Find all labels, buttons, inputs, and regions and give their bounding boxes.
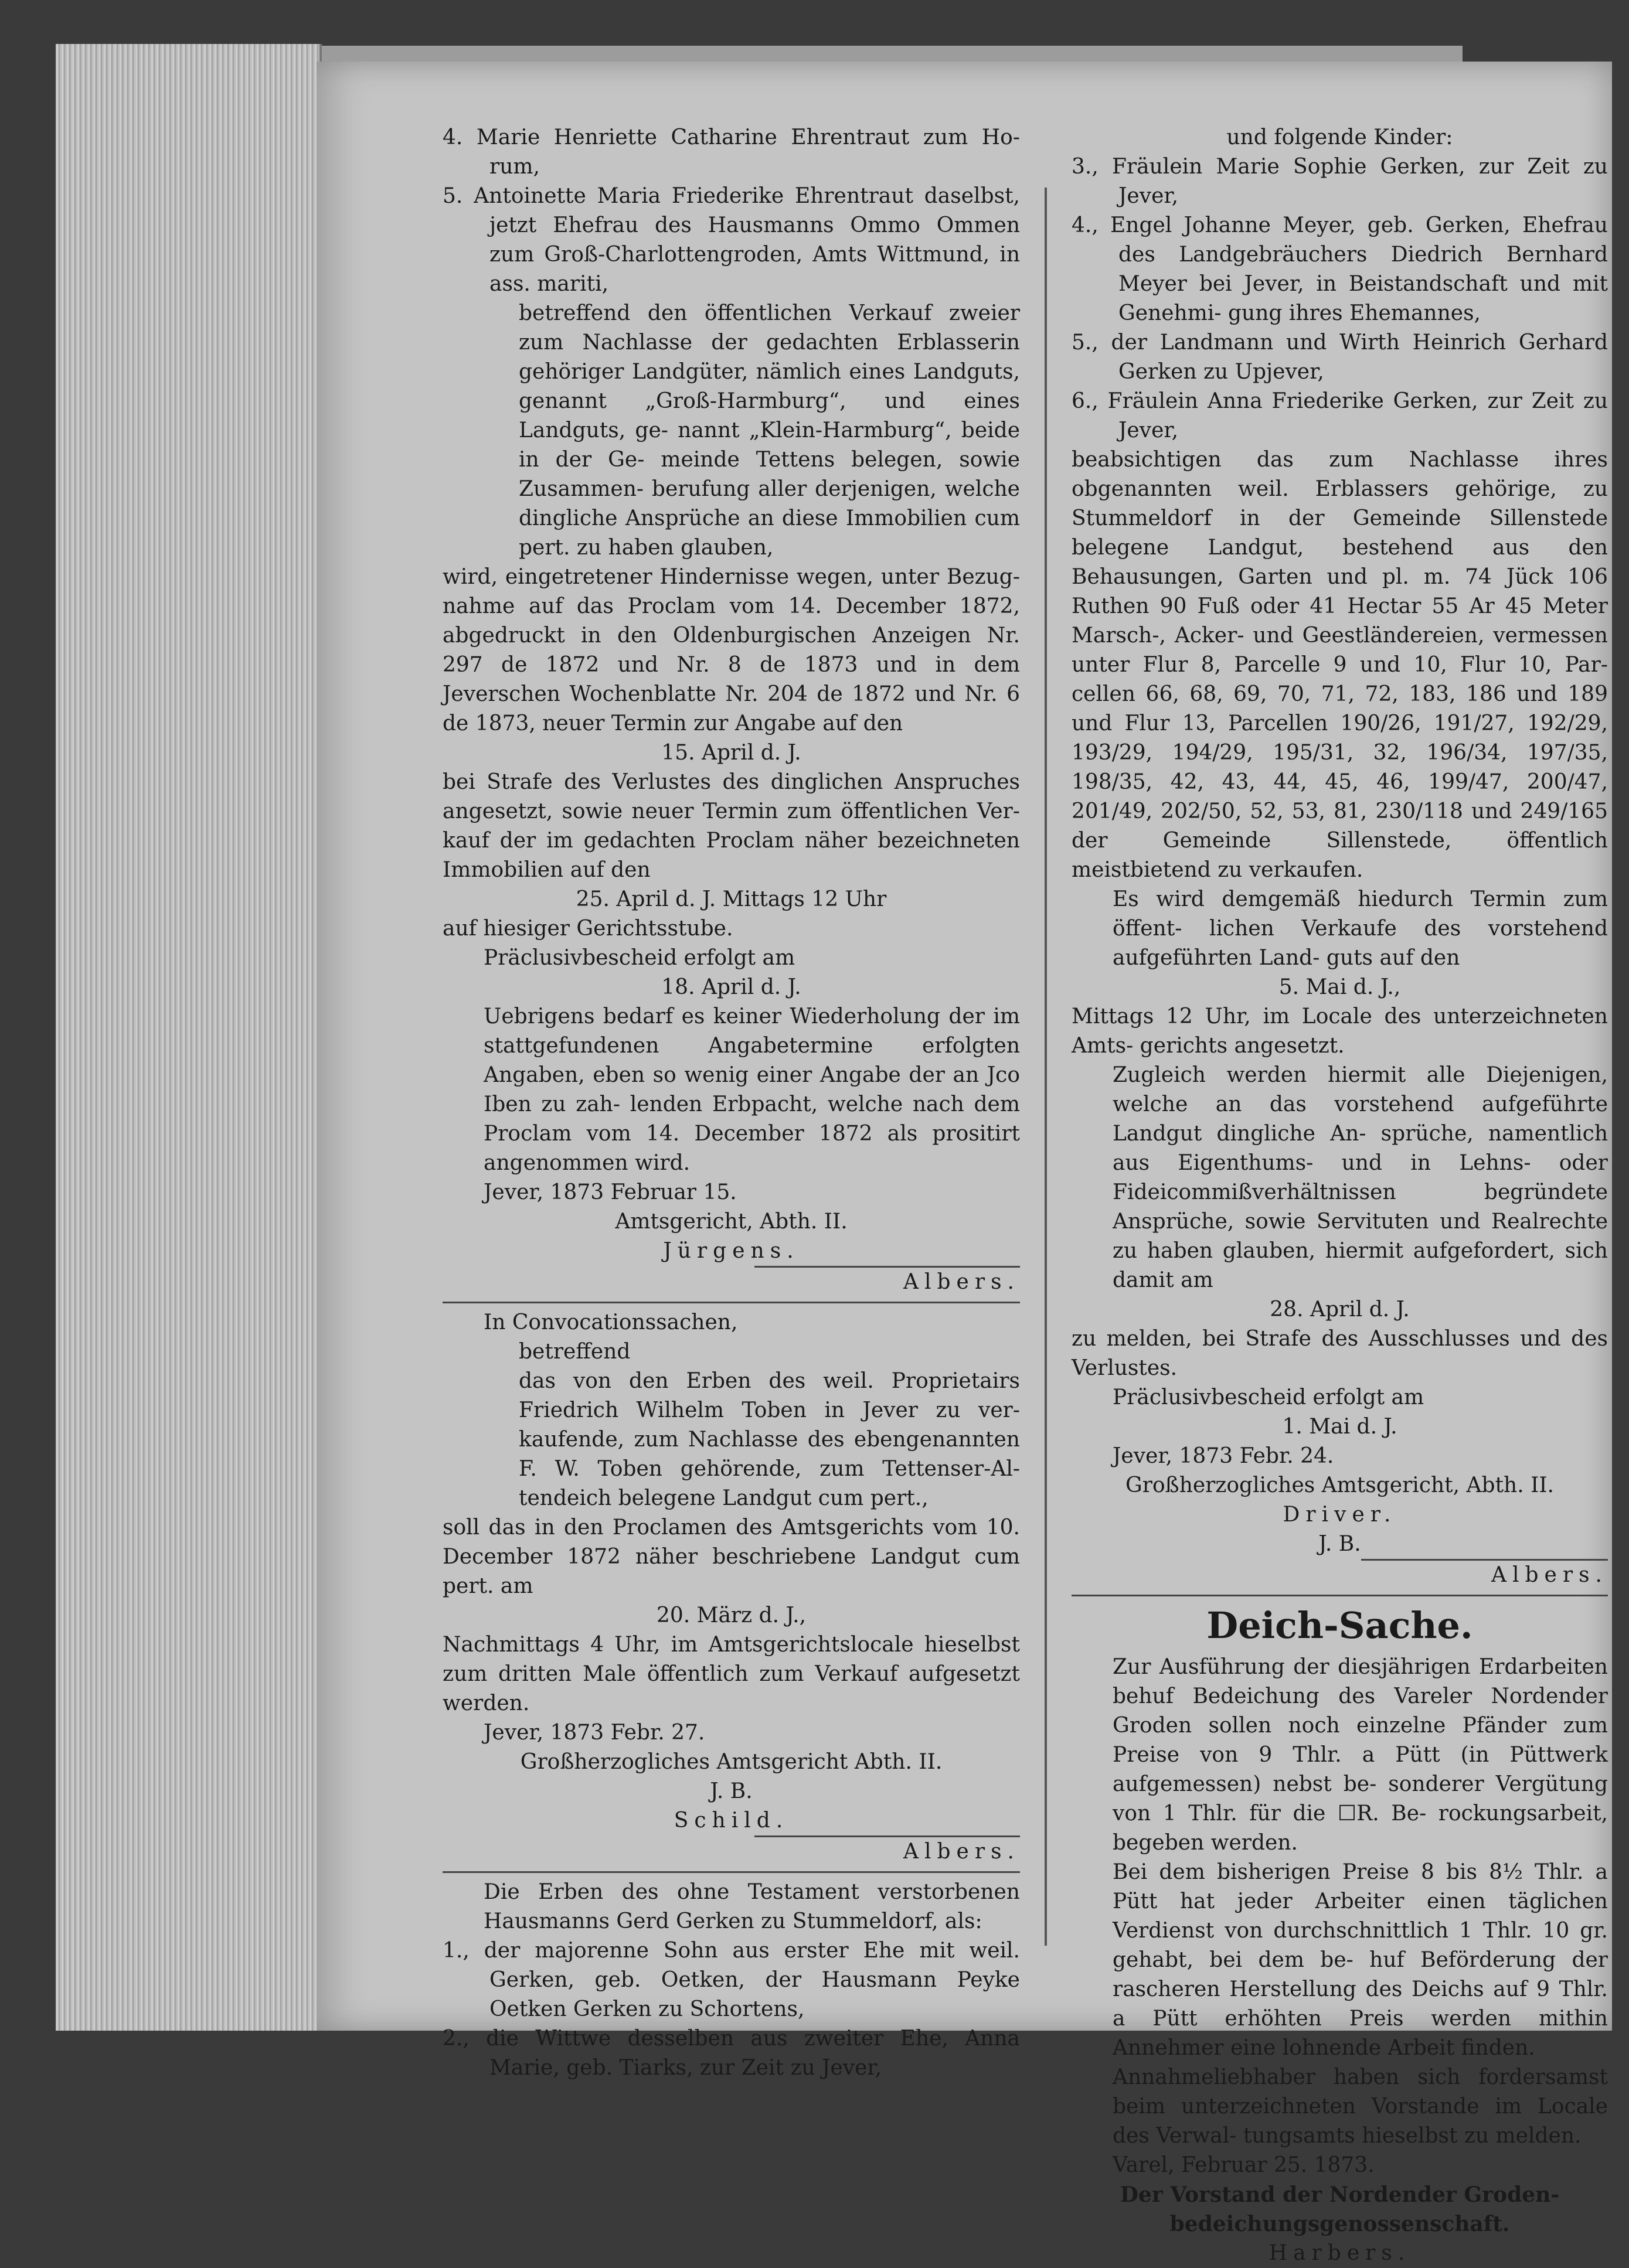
child-6: 6., Fräulein Anna Friederike Gerken, zur Zeit zu Jever, bbox=[1072, 389, 1608, 442]
court-line-3: Großherzogliches Amtsgericht, Abth. II. bbox=[1125, 1473, 1554, 1497]
initials-2: J. B. bbox=[710, 1779, 753, 1803]
child-3: 3., Fräulein Marie Sophie Gerken, zur Zeit zu Jever, bbox=[1072, 155, 1608, 208]
deich-body-1: Zur Ausführung der diesjährigen Erdarbeiten behuf Bedeichung des Vareler Nordender Groden sollen noch einzelne Pfänder zum Preise von 9 Thlr. a Pütt (in Püttwerk aufgemessen) nebst be- sonderer Vergütung von 1 Thlr. für die ☐R. Be- rockungsarbeit, begeben werden. bbox=[1113, 1655, 1608, 1855]
intent-paragraph: beabsichtigen das zum Nachlasse ihres obgenannten weil. Erblassers gehörige, zu Stummeldorf in der Gemeinde Sillenstede belegene Landgut, bestehend aus den Behausungen, Garten und pl. m. 74 Jück 106 Ruthen 90 Fuß oder 41 Hectar 55 Ar 45 Meter Marsch-, Acker- und Geestländereien, vermessen unter Flur 8, Parcelle 9 und 10, Flur 10, Par- cellen 66, 68, 69, 70, 71, 72, 183, 186 und 189 und Flur 13, Parcellen 190/26, 191/27, 192/29, 193/29, 194/29, 195/31, 32, 196/34, 197/35, 198/35, 42, 43, 44, 45, 46, 199/47, 200/47, 201/49, 202/50, 52, 53, 81, 230/118 und 249/165 der Gemeinde Sillenstede, öffentlich meistbietend zu verkaufen. bbox=[1072, 448, 1608, 882]
praeclusiv-line-1: Präclusivbescheid erfolgt am bbox=[484, 946, 795, 970]
board-signature: Harbers. bbox=[1268, 2241, 1411, 2265]
body-paragraph-3: auf hiesiger Gerichtsstube. bbox=[443, 917, 733, 941]
termin-paragraph: Es wird demgemäß hiedurch Termin zum öffent- lichen Verkaufe des vorstehend aufgeführten Land- guts auf den bbox=[1113, 887, 1608, 970]
date-line-3: 18. April d. J. bbox=[661, 975, 801, 999]
section-rule-1 bbox=[443, 1302, 1020, 1303]
column-divider bbox=[1045, 188, 1047, 1946]
gerken-heir-1: 1., der majorenne Sohn aus erster Ehe mit weil. Gerken, geb. Oetken, der Hausmann Peyke Oetken Gerken zu Schortens, bbox=[443, 1939, 1020, 2021]
convocation-intro: In Convocationssachen, bbox=[484, 1310, 738, 1334]
summon-paragraph: Zugleich werden hiermit alle Diejenigen, welche an das vorstehend aufgeführte Landgut dingliche An- sprüche, namentlich aus Eigenthums- und in Lehns- oder Fideicommißverhältnissen begründete Ansprüche, sowie Servituten und Realrechte zu haben glauben, hiermit aufgefordert, sich damit am bbox=[1113, 1063, 1608, 1292]
convocation-body: soll das in den Proclamen des Amtsgerichts vom 10. December 1872 näher beschriebene Landgut cum pert. am bbox=[443, 1516, 1020, 1598]
body-paragraph-1: wird, eingetretener Hindernisse wegen, unter Bezug- nahme auf das Proclam vom 14. December 1872, abgedruckt in den Oldenburgischen Anzeigen Nr. 297 de 1872 und Nr. 8 de 1873 und in dem Jeverschen Wochenblatte Nr. 204 de 1872 und Nr. 6 de 1873, neuer Termin zur Angabe auf den bbox=[443, 565, 1020, 735]
place-date-3: Jever, 1873 Febr. 24. bbox=[1113, 1444, 1334, 1468]
convocation-body-2: Nachmittags 4 Uhr, im Amtsgerichtslocale hieselbst zum dritten Male öffentlich zum Verkauf aufgesetzt werden. bbox=[443, 1633, 1020, 1715]
initials-3: J. B. bbox=[1318, 1532, 1361, 1556]
deich-heading: Deich-Sache. bbox=[1206, 1604, 1473, 1647]
gerken-heir-2: 2., die Wittwe desselben aus zweiter Ehe, Anna Marie, geb. Tiarks, zur Zeit zu Jever, bbox=[443, 2027, 1020, 2080]
clerk-signature-3: Albers. bbox=[1491, 1563, 1608, 1587]
heir-5: 5. Antoinette Maria Friederike Ehrentraut daselbst, jetzt Ehefrau des Hausmanns Ommo Ommen zum Groß-Charlottengroden, Amts Wittmund, in ass. mariti, bbox=[443, 184, 1020, 296]
page-stack-edge bbox=[56, 44, 322, 2031]
summon-paragraph-2: zu melden, bei Strafe des Ausschlusses und des Verlustes. bbox=[1072, 1327, 1608, 1380]
body-paragraph-2: bei Strafe des Verlustes des dinglichen Anspruches angesetzt, sowie neuer Termin zum öffentlichen Ver- kauf der im gedachten Proclam näher bezeichneten Immobilien auf den bbox=[443, 770, 1020, 882]
right-column bbox=[1072, 123, 1608, 2265]
place-date-1: Jever, 1873 Februar 15. bbox=[484, 1180, 737, 1204]
court-line-2: Großherzogliches Amtsgericht Abth. II. bbox=[520, 1750, 943, 1774]
deich-body-2: Bei dem bisherigen Preise 8 bis 8½ Thlr. a Pütt hat jeder Arbeiter einen täglichen Verdienst von durchschnittlich 1 Thlr. 10 gr. gehabt, bei dem be- huf Beförderung der rascheren Herstellung des Deichs auf 9 Thlr. a Pütt erhöhten Preis werden mithin Annehmer eine lohnende Arbeit finden. bbox=[1113, 1860, 1608, 2060]
board-line: Der Vorstand der Nordender Groden- bedeichungsgenossenschaft. bbox=[1120, 2182, 1560, 2236]
left-column bbox=[443, 123, 1020, 2080]
date-line-7: 1. Mai d. J. bbox=[1282, 1415, 1397, 1439]
deich-body-3: Annahmeliebhaber haben sich fordersamst beim unterzeichneten Vorstande im Locale des Verwal- tungsamts hieselbst zu melden. bbox=[1113, 2065, 1608, 2148]
place-date-4: Varel, Februar 25. 1873. bbox=[1113, 2153, 1375, 2177]
body-paragraph-4: Uebrigens bedarf es keiner Wiederholung der im stattgefundenen Angabetermine erfolgten Angaben, eben so wenig einer Angabe der an Jco Iben zu zah- lenden Erbpacht, welche nach dem Proclam vom 14. December 1872 als prositirt angenommen wird. bbox=[484, 1004, 1020, 1175]
date-line-4: 20. März d. J., bbox=[656, 1603, 807, 1627]
place-date-2: Jever, 1873 Febr. 27. bbox=[484, 1721, 705, 1745]
judge-signature-2: Schild. bbox=[674, 1809, 789, 1833]
praeclusiv-line-2: Präclusivbescheid erfolgt am bbox=[1113, 1385, 1424, 1409]
children-intro: und folgende Kinder: bbox=[1226, 125, 1453, 149]
date-line-2: 25. April d. J. Mittags 12 Uhr bbox=[576, 887, 887, 911]
court-line-1: Amtsgericht, Abth. II. bbox=[615, 1210, 848, 1234]
heir-4: 4. Marie Henriette Catharine Ehrentraut zum Ho- rum, bbox=[443, 125, 1020, 179]
convocation-subject: das von den Erben des weil. Proprietairs Friedrich Wilhelm Toben in Jever zu ver- kaufende, zum Nachlasse des ebengenannten F. W. Toben gehörende, zum Tettenser-Al- tendeich belegene Landgut cum pert., bbox=[519, 1369, 1020, 1510]
date-line-5: 5. Mai d. J., bbox=[1278, 975, 1401, 999]
termin-paragraph-2: Mittags 12 Uhr, im Locale des unterzeichneten Amts- gerichts angesetzt. bbox=[1072, 1004, 1608, 1058]
subject-paragraph: betreffend den öffentlichen Verkauf zweier zum Nachlasse der gedachten Erblasserin gehöriger Landgüter, nämlich eines Landguts, genannt „Groß-Harmburg“, und eines Landguts, ge- nannt „Klein-Harmburg“, beide in der Ge- meinde Tettens belegen, sowie Zusammen- berufung aller derjenigen, welche dingliche Ansprüche an diese Immobilien cum pert. zu haben glauben, bbox=[519, 301, 1020, 560]
child-5: 5., der Landmann und Wirth Heinrich Gerhard Gerken zu Upjever, bbox=[1072, 331, 1608, 384]
convocation-betreffend: betreffend bbox=[519, 1340, 631, 1364]
child-4: 4., Engel Johanne Meyer, geb. Gerken, Ehefrau des Landgebräuchers Diedrich Bernhard Meyer bei Jever, in Beistandschaft und mit Genehmi- gung ihres Ehemannes, bbox=[1072, 213, 1608, 325]
date-line-1: 15. April d. J. bbox=[661, 741, 801, 765]
gerken-intro: Die Erben des ohne Testament verstorbenen Hausmanns Gerd Gerken zu Stummeldorf, als: bbox=[484, 1880, 1020, 1933]
judge-signature-3: Driver. bbox=[1283, 1503, 1397, 1527]
section-rule-3 bbox=[1072, 1595, 1608, 1596]
section-rule-2 bbox=[443, 1871, 1020, 1873]
date-line-6: 28. April d. J. bbox=[1270, 1298, 1410, 1322]
clerk-signature-1: Albers. bbox=[903, 1270, 1020, 1294]
judge-signature-1: Jürgens. bbox=[663, 1239, 800, 1263]
clerk-signature-2: Albers. bbox=[903, 1840, 1020, 1864]
